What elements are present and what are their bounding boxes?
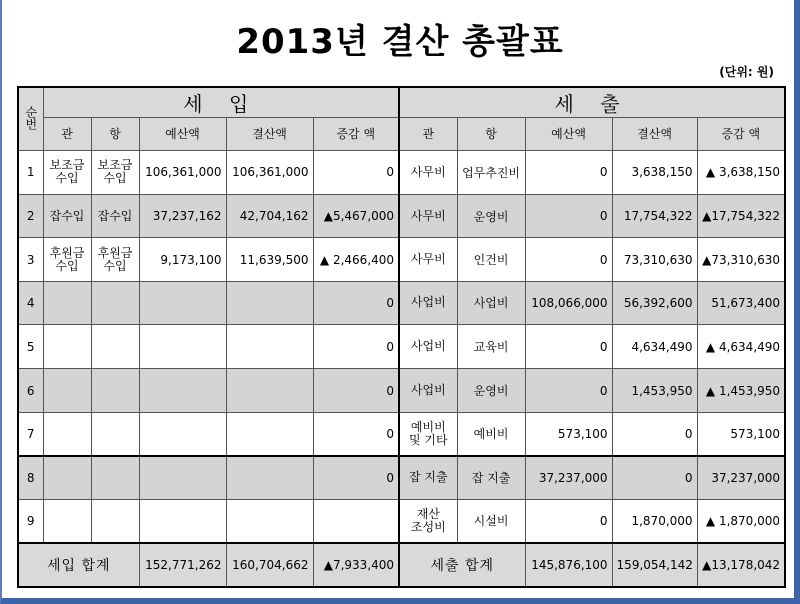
row-number: 3: [18, 238, 43, 281]
expense-diff-cell: ▲73,310,630: [697, 238, 785, 281]
income-settle-cell: [226, 412, 313, 455]
expense-settle-cell: 0: [612, 412, 697, 455]
expense-total-settle: 159,054,142: [612, 543, 697, 587]
expense-settle-cell: 56,392,600: [612, 281, 697, 324]
expense-budget-cell: 0: [525, 369, 612, 412]
income-diff-cell: 0: [313, 456, 399, 499]
row-number: 4: [18, 281, 43, 324]
ex-hang-header: 항: [457, 118, 525, 150]
expense-diff-cell: ▲ 1,870,000: [697, 499, 785, 543]
income-hang-cell: [91, 325, 139, 369]
income-gwan-cell: [43, 325, 91, 369]
expense-gwan-cell: 사업비: [399, 325, 457, 369]
expense-hang-cell: 교육비: [457, 325, 525, 369]
ex-settle-header: 결산액: [612, 118, 697, 150]
expense-gwan-cell: 사무비: [399, 238, 457, 281]
ex-gwan-header: 관: [399, 118, 457, 150]
income-gwan-cell: [43, 369, 91, 412]
income-settle-cell: [226, 456, 313, 499]
table-row: [18, 150, 785, 194]
expense-settle-cell: 73,310,630: [612, 238, 697, 281]
table-row: [18, 325, 785, 369]
income-gwan-cell: [43, 412, 91, 455]
income-diff-cell: 0: [313, 281, 399, 324]
income-hang-cell: 후원금 수입: [91, 238, 139, 281]
income-budget-cell: 37,237,162: [139, 194, 226, 237]
expense-diff-cell: ▲17,754,322: [697, 194, 785, 237]
expense-hang-cell: 시설비: [457, 499, 525, 543]
income-total-label: 세입 합계: [18, 543, 139, 587]
income-settle-cell: 11,639,500: [226, 238, 313, 281]
income-budget-cell: [139, 499, 226, 543]
income-gwan-cell: [43, 281, 91, 324]
expense-hang-cell: 예비비: [457, 412, 525, 455]
row-number: 9: [18, 499, 43, 543]
unit-label: (단위: 원): [719, 65, 774, 79]
expense-hang-cell: 운영비: [457, 194, 525, 237]
income-settle-cell: [226, 281, 313, 324]
expense-settle-cell: 1,453,950: [612, 369, 697, 412]
row-number: 7: [18, 412, 43, 455]
expense-gwan-cell: 예비비 및 기타: [399, 412, 457, 455]
income-settle-cell: 42,704,162: [226, 194, 313, 237]
in-hang-header: 항: [91, 118, 139, 150]
table-row: [18, 194, 785, 237]
expense-total-diff: ▲13,178,042: [697, 543, 785, 587]
expense-budget-cell: 0: [525, 194, 612, 237]
expense-budget-cell: 0: [525, 238, 612, 281]
order-header: [18, 87, 43, 150]
in-budget-header: 예산액: [139, 118, 226, 150]
income-diff-cell: ▲5,467,000: [313, 194, 399, 237]
expense-budget-cell: 37,237,000: [525, 456, 612, 499]
expense-total-budget: 145,876,100: [525, 543, 612, 587]
income-budget-cell: [139, 456, 226, 499]
income-diff-cell: 0: [313, 412, 399, 455]
income-diff-cell: 0: [313, 369, 399, 412]
table-row: [18, 456, 785, 499]
in-gwan-header: 관: [43, 118, 91, 150]
table-row: [18, 499, 785, 543]
expense-hang-cell: 사업비: [457, 281, 525, 324]
expense-gwan-cell: 재산 조성비: [399, 499, 457, 543]
expense-hang-cell: 잡 지출: [457, 456, 525, 499]
ex-diff-header: 증감 액: [697, 118, 785, 150]
expense-diff-cell: ▲ 4,634,490: [697, 325, 785, 369]
in-settle-header: 결산액: [226, 118, 313, 150]
expense-diff-cell: 51,673,400: [697, 281, 785, 324]
expense-diff-cell: 573,100: [697, 412, 785, 455]
row-number: 2: [18, 194, 43, 237]
income-budget-cell: 106,361,000: [139, 150, 226, 194]
expense-header: 세 출: [399, 87, 785, 118]
income-budget-cell: [139, 325, 226, 369]
expense-gwan-cell: 사업비: [399, 369, 457, 412]
expense-budget-cell: 108,066,000: [525, 281, 612, 324]
income-settle-cell: 106,361,000: [226, 150, 313, 194]
expense-budget-cell: 0: [525, 325, 612, 369]
income-gwan-cell: 후원금 수입: [43, 238, 91, 281]
income-diff-cell: 0: [313, 150, 399, 194]
income-diff-cell: 0: [313, 325, 399, 369]
income-settle-cell: [226, 499, 313, 543]
income-hang-cell: [91, 499, 139, 543]
income-total-budget: 152,771,262: [139, 543, 226, 587]
expense-hang-cell: 인건비: [457, 238, 525, 281]
expense-settle-cell: 1,870,000: [612, 499, 697, 543]
income-diff-cell: [313, 499, 399, 543]
expense-gwan-cell: 사무비: [399, 150, 457, 194]
expense-settle-cell: 4,634,490: [612, 325, 697, 369]
income-settle-cell: [226, 325, 313, 369]
income-gwan-cell: [43, 499, 91, 543]
row-number: 5: [18, 325, 43, 369]
income-total-diff: ▲7,933,400: [313, 543, 399, 587]
income-hang-cell: [91, 412, 139, 455]
income-hang-cell: [91, 281, 139, 324]
table-row: [18, 369, 785, 412]
row-number: 8: [18, 456, 43, 499]
table-row: [18, 281, 785, 324]
expense-total-label: 세출 합계: [399, 543, 525, 587]
expense-budget-cell: 0: [525, 499, 612, 543]
income-settle-cell: [226, 369, 313, 412]
income-gwan-cell: [43, 456, 91, 499]
expense-gwan-cell: 사업비: [399, 281, 457, 324]
table-row: [18, 412, 785, 455]
expense-settle-cell: 17,754,322: [612, 194, 697, 237]
in-diff-header: 증감 액: [313, 118, 399, 150]
expense-diff-cell: ▲ 3,638,150: [697, 150, 785, 194]
expense-settle-cell: 3,638,150: [612, 150, 697, 194]
expense-budget-cell: 573,100: [525, 412, 612, 455]
expense-budget-cell: 0: [525, 150, 612, 194]
income-total-settle: 160,704,662: [226, 543, 313, 587]
income-gwan-cell: 보조금 수입: [43, 150, 91, 194]
ex-budget-header: 예산액: [525, 118, 612, 150]
row-number: 1: [18, 150, 43, 194]
income-budget-cell: [139, 369, 226, 412]
expense-diff-cell: 37,237,000: [697, 456, 785, 499]
income-budget-cell: [139, 412, 226, 455]
income-hang-cell: 잡수입: [91, 194, 139, 237]
income-hang-cell: 보조금 수입: [91, 150, 139, 194]
expense-hang-cell: 운영비: [457, 369, 525, 412]
income-budget-cell: 9,173,100: [139, 238, 226, 281]
expense-gwan-cell: 사무비: [399, 194, 457, 237]
income-header: 세 입: [43, 87, 399, 118]
expense-diff-cell: ▲ 1,453,950: [697, 369, 785, 412]
income-gwan-cell: 잡수입: [43, 194, 91, 237]
table-row: [18, 238, 785, 281]
income-budget-cell: [139, 281, 226, 324]
settlement-table: [17, 86, 786, 588]
expense-gwan-cell: 잡 지출: [399, 456, 457, 499]
expense-hang-cell: 업무추진비: [457, 150, 525, 194]
row-number: 6: [18, 369, 43, 412]
expense-settle-cell: 0: [612, 456, 697, 499]
page-title: 2013년 결산 총괄표: [236, 22, 564, 62]
order-header-label: 순번: [23, 105, 38, 130]
income-hang-cell: [91, 456, 139, 499]
income-diff-cell: ▲ 2,466,400: [313, 238, 399, 281]
income-hang-cell: [91, 369, 139, 412]
